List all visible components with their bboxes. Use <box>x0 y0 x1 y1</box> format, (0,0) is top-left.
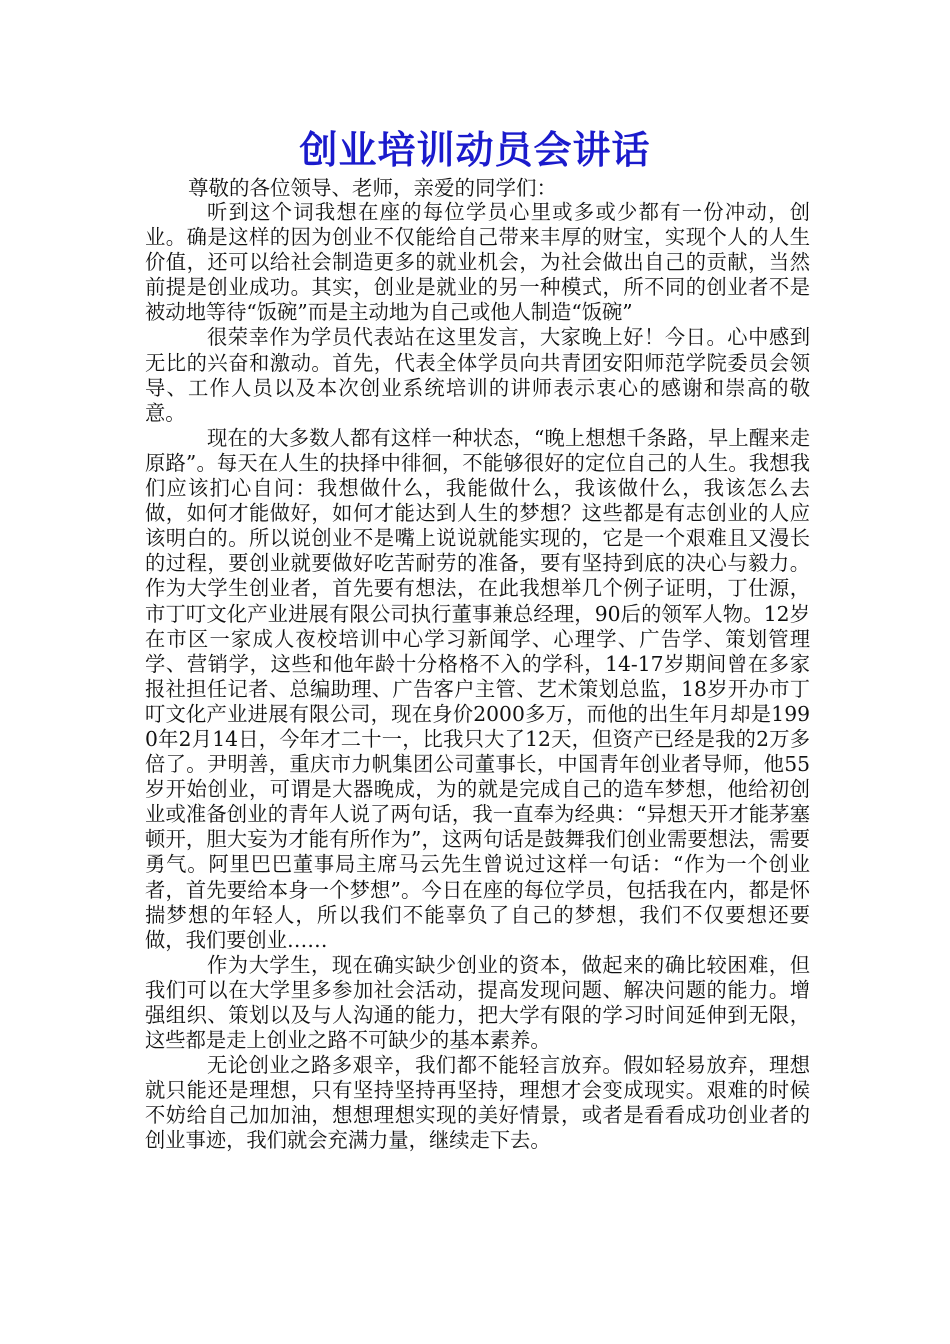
paragraph: 很荣幸作为学员代表站在这里发言，大家晚上好！今日。心中感到无比的兴奋和激动。首先，代表全体学员向共青团安阳师范学院委员会领导、工作人员以及本次创业系统培训的讲师表示衷心的感谢和崇高的敬意。 <box>145 325 810 425</box>
document-body <box>145 200 810 1154</box>
paragraph: 听到这个词我想在座的每位学员心里或多或少都有一份冲动，创业。确是这样的因为创业不仅能给自己带来丰厚的财宝，实现个人的人生价值，还可以给社会制造更多的就业机会，为社会做出自己的贡献，当然前提是创业成功。其实，创业是就业的另一种模式，所不同的创业者不是被动地等待“饭碗”而是主动地为自己或他人制造“饭碗” <box>145 200 810 325</box>
paragraph: 无论创业之路多艰辛，我们都不能轻言放弃。假如轻易放弃，理想就只能还是理想，只有坚持坚持再坚持，理想才会变成现实。艰难的时候不妨给自己加加油，想想理想实现的美好情景，或者是看看成功创业者的创业事迹，我们就会充满力量，继续走下去。 <box>145 1053 810 1153</box>
paragraph: 作为大学生，现在确实缺少创业的资本，做起来的确比较困难，但我们可以在大学里多参加社会活动，提高发现问题、解决问题的能力。增强组织、策划以及与人沟通的能力，把大学有限的学习时间延伸到无限，这些都是走上创业之路不可缺少的基本素养。 <box>145 952 810 1053</box>
salutation: 尊敬的各位领导、老师，亲爱的同学们： <box>188 176 557 200</box>
document-title: 创业培训动员会讲话 <box>299 127 651 172</box>
paragraph: 现在的大多数人都有这样一种状态，“晚上想想千条路，早上醒来走原路”。每天在人生的抉择中徘徊，不能够很好的定位自己的人生。我想我们应该扪心自问：我想做什么，我能做什么，我该做什么，我该怎么去做，如何才能做好，如何才能达到人生的梦想？这些都是有志创业的人应该明白的。所以说创业不是嘴上说说就能实现的，它是一个艰难且又漫长的过程，要创业就要做好吃苦耐劳的准备，要有坚持到底的决心与毅力。作为大学生创业者，首先要有想法，在此我想举几个例子证明，丁仕源，市丁叮文化产业进展有限公司执行董事兼总经理，90后的领军人物。12岁在市区一家成人夜校培训中心学习新闻学、心理学、广告学、策划管理学、营销学，这些和他年龄十分格格不入的学科，14-17岁期间曾在多家报社担任记者、总编助理、广告客户主管、艺术策划总监，18岁开办市丁叮文化产业进展有限公司，现在身价2000多万，而他的出生年月却是1990年2月14日，今年才二十一，比我只大了12天，但资产已经是我的2万多倍了。尹明善，重庆市力帆集团公司董事长，中国青年创业者导师，他55岁开始创业，可谓是大器晚成，为的就是完成自己的造车梦想，他给初创业或准备创业的青年人说了两句话，我一直奉为经典：“异想天开才能茅塞顿开，胆大妄为才能有所作为”，这两句话是鼓舞我们创业需要想法，需要勇气。阿里巴巴董事局主席马云先生曾说过这样一句话：“作为一个创业者，首先要给本身一个梦想”。今日在座的每位学员，包括我在内，都是怀揣梦想的年轻人，所以我们不能辜负了自己的梦想，我们不仅要想还要做，我们要创业…… <box>145 425 810 952</box>
